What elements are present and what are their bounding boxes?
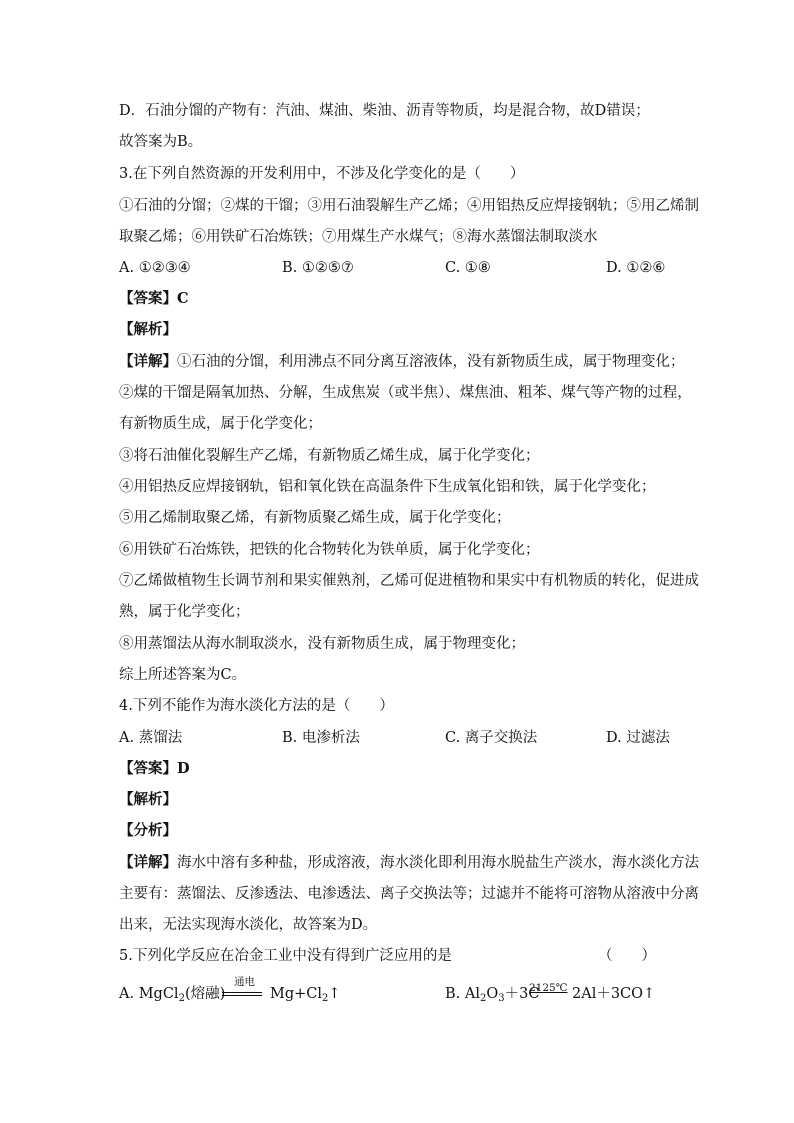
q3-option-d: D. ①②⑥ bbox=[606, 260, 666, 276]
q5-option-b-reactant bbox=[445, 984, 539, 1009]
detail-tag: 【详解】 bbox=[119, 854, 177, 871]
q4-option-a: A. 蒸馏法 bbox=[119, 730, 183, 746]
q5-b-sub1: 2 bbox=[479, 993, 487, 1004]
question-5-stem: 5.下列化学反应在冶金工业中没有得到广泛应用的是 bbox=[119, 948, 452, 964]
q5-a-sub2: 2 bbox=[322, 993, 329, 1004]
q5-b-sub2: 3 bbox=[498, 993, 505, 1004]
detail-line: ⑥用铁矿石冶炼铁，把铁的化合物转化为铁单质，属于化学变化； bbox=[119, 542, 540, 558]
analysis-label: 【解析】 bbox=[119, 321, 177, 338]
q3-option-b: B. ①②⑤⑦ bbox=[282, 260, 354, 276]
q5-option-b-product: 2Al＋3CO↑ bbox=[572, 986, 656, 1002]
q4-option-c: C. 离子交换法 bbox=[445, 730, 538, 746]
detail-line: 主要有：蒸馏法、反渗透法、电渗透法、离子交换法等；过滤并不能将可溶物从溶液中分离 bbox=[119, 886, 699, 902]
detail-line: ②煤的干馏是隔氧加热、分解，生成焦炭（或半焦）、煤焦油、粗苯、煤气等产物的过程， bbox=[119, 385, 692, 401]
detail-line: ⑤用乙烯制取聚乙烯，有新物质聚乙烯生成，属于化学变化； bbox=[119, 510, 511, 526]
q5-a-arrow: ↑ bbox=[328, 986, 341, 1002]
q5-a-product: Mg+Cl bbox=[270, 986, 323, 1002]
reaction-arrow-line bbox=[222, 992, 262, 993]
q5-a-mid: (熔融) bbox=[184, 986, 226, 1002]
reaction-arrow-line bbox=[222, 995, 262, 996]
q5-a-sub: 2 bbox=[178, 993, 185, 1004]
detail-line: 熟，属于化学变化； bbox=[119, 604, 250, 620]
q3-option-c: C. ①⑧ bbox=[445, 260, 491, 276]
question-3-items: ①石油的分馏；②煤的干馏；③用石油裂解生产乙烯；④用铝热反应焊接钢轨；⑤用乙烯制 bbox=[119, 198, 699, 214]
q5-b-mid: ＋3C bbox=[504, 986, 540, 1002]
q4-option-b: B. 电渗析法 bbox=[282, 730, 360, 746]
detail-line: 出来，无法实现海水淡化，故答案为D。 bbox=[119, 917, 378, 933]
q5-option-a-product bbox=[270, 984, 341, 1009]
fenxi-label: 【分析】 bbox=[119, 822, 177, 839]
q5-b-o: O bbox=[486, 986, 499, 1002]
text-line: D．石油分馏的产物有：汽油、煤油、柴油、沥青等物质，均是混合物，故D错误； bbox=[119, 103, 650, 119]
detail-line: ⑦乙烯做植物生长调节剂和果实催熟剂，乙烯可促进植物和果实中有机物质的转化，促进成 bbox=[119, 573, 699, 589]
detail-line: ⑧用蒸馏法从海水制取淡水，没有新物质生成，属于物理变化； bbox=[119, 636, 525, 652]
q5-b-prefix: B. Al bbox=[445, 986, 480, 1002]
text-line: 故答案为B。 bbox=[119, 134, 203, 150]
analysis-label: 【解析】 bbox=[119, 791, 177, 808]
question-3-items: 取聚乙烯；⑥用铁矿石冶炼铁；⑦用煤生产水煤气；⑧海水蒸馏法制取淡水 bbox=[119, 229, 598, 245]
answer-label: 【答案】D bbox=[119, 760, 190, 777]
question-5-paren: （ ） bbox=[598, 948, 656, 964]
detail-line bbox=[119, 352, 685, 372]
detail-line bbox=[119, 853, 699, 873]
detail-line: ③将石油催化裂解生产乙烯，有新物质乙烯生成，属于化学变化； bbox=[119, 448, 540, 464]
detail-text: 海水中溶有多种盐，形成溶液，海水淡化即利用海水脱盐生产淡水，海水淡化方法 bbox=[177, 855, 699, 871]
summary-line: 综上所述答案为C。 bbox=[119, 667, 247, 683]
question-3-stem: 3.在下列自然资源的开发利用中，不涉及化学变化的是（ ） bbox=[119, 166, 525, 182]
answer-label: 【答案】C bbox=[119, 290, 189, 307]
question-4-stem: 4.下列不能作为海水淡化方法的是（ ） bbox=[119, 698, 394, 714]
detail-text: ①石油的分馏，利用沸点不同分离互溶液体，没有新物质生成，属于物理变化； bbox=[177, 354, 685, 370]
q3-option-a: A. ①②③④ bbox=[119, 260, 191, 276]
q5-a-condition: 通电 bbox=[234, 976, 255, 988]
detail-line: ④用铝热反应焊接钢轨，铝和氧化铁在高温条件下生成氧化铝和铁，属于化学变化； bbox=[119, 479, 656, 495]
q5-option-a-reactant bbox=[119, 984, 225, 1009]
detail-line: 有新物质生成，属于化学变化； bbox=[119, 416, 322, 432]
q5-a-prefix: A. MgCl bbox=[119, 986, 179, 1002]
q4-option-d: D. 过滤法 bbox=[606, 730, 670, 746]
detail-tag: 【详解】 bbox=[119, 353, 177, 370]
q5-b-condition: 2125℃ bbox=[529, 982, 568, 994]
